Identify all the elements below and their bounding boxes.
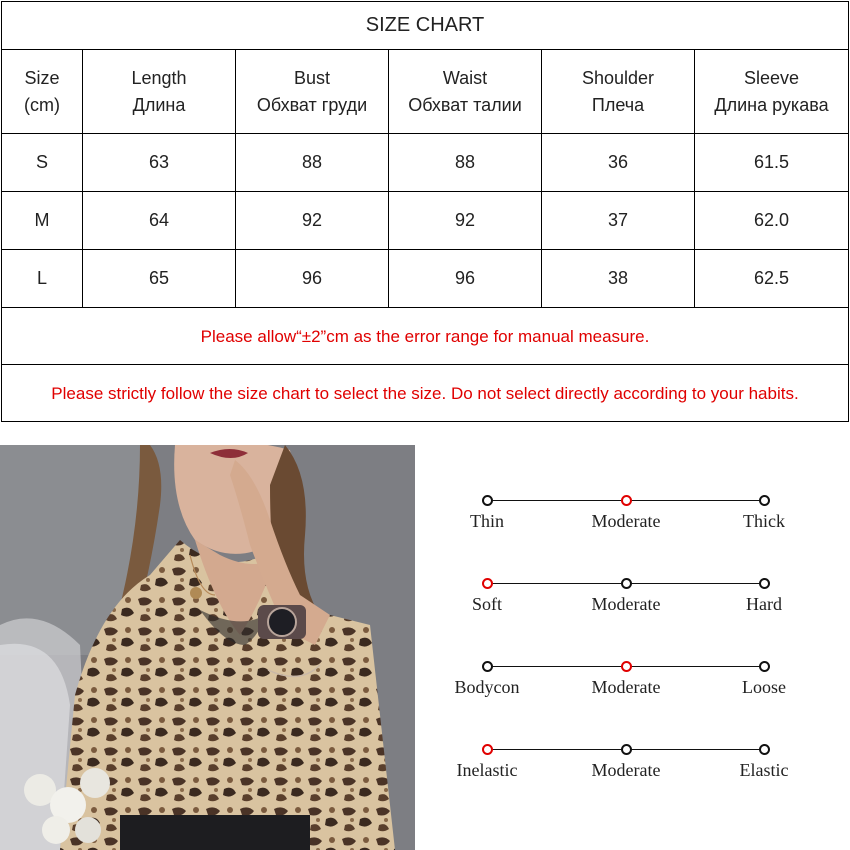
shoulder-cell: 38	[542, 250, 695, 308]
product-photo	[0, 445, 415, 850]
size-chart-title: SIZE CHART	[2, 2, 849, 50]
sleeve-cell: 62.5	[695, 250, 849, 308]
scale-marker	[482, 661, 493, 672]
header-bust: Bust Обхват груди	[236, 50, 389, 134]
size-cell: L	[2, 250, 83, 308]
shoulder-cell: 37	[542, 192, 695, 250]
scale-label: Soft	[471, 594, 502, 614]
thickness-scale	[445, 480, 805, 540]
scale-label: Moderate	[591, 677, 661, 697]
scale-label: Moderate	[591, 594, 661, 614]
length-cell: 63	[83, 134, 236, 192]
scale-marker	[482, 495, 493, 506]
scale-label: Inelastic	[456, 760, 518, 780]
sleeve-cell: 61.5	[695, 134, 849, 192]
scale-marker	[759, 744, 770, 755]
size-chart-table	[1, 1, 849, 422]
bust-cell: 92	[236, 192, 389, 250]
scale-label: Hard	[746, 594, 782, 614]
size-cell: S	[2, 134, 83, 192]
scale-marker-selected	[482, 578, 493, 589]
measurement-error-note: Please allow“±2”cm as the error range for manual measure.	[2, 308, 849, 365]
table-row	[2, 134, 849, 192]
scale-label: Bodycon	[454, 677, 520, 697]
length-cell: 64	[83, 192, 236, 250]
scale-label: Elastic	[739, 760, 789, 780]
header-row	[2, 50, 849, 134]
table-row	[2, 250, 849, 308]
header-shoulder: Shoulder Плеча	[542, 50, 695, 134]
waist-cell: 88	[389, 134, 542, 192]
softness-scale	[445, 563, 805, 623]
header-length: Length Длина	[83, 50, 236, 134]
scale-label: Loose	[742, 677, 786, 697]
scale-marker-selected	[621, 661, 632, 672]
scale-label: Moderate	[591, 511, 661, 531]
bust-cell: 96	[236, 250, 389, 308]
sleeve-cell: 62.0	[695, 192, 849, 250]
shoulder-cell: 36	[542, 134, 695, 192]
scale-marker-selected	[621, 495, 632, 506]
scale-marker	[759, 578, 770, 589]
size-cell: M	[2, 192, 83, 250]
bust-cell: 88	[236, 134, 389, 192]
scale-label: Thin	[470, 511, 504, 531]
length-cell: 65	[83, 250, 236, 308]
scale-marker	[621, 744, 632, 755]
scale-marker	[759, 495, 770, 506]
header-sleeve: Sleeve Длина рукава	[695, 50, 849, 134]
scale-label: Thick	[743, 511, 785, 531]
header-waist: Waist Обхват талии	[389, 50, 542, 134]
waist-cell: 92	[389, 192, 542, 250]
fit-scale	[445, 646, 805, 706]
header-size: Size (cm)	[2, 50, 83, 134]
scale-marker	[759, 661, 770, 672]
waist-cell: 96	[389, 250, 542, 308]
table-row	[2, 192, 849, 250]
scale-marker-selected	[482, 744, 493, 755]
elasticity-scale	[445, 729, 805, 789]
scale-label: Moderate	[591, 760, 661, 780]
size-selection-note: Please strictly follow the size chart to select the size. Do not select directly according to your habits.	[2, 365, 849, 422]
scale-marker	[621, 578, 632, 589]
